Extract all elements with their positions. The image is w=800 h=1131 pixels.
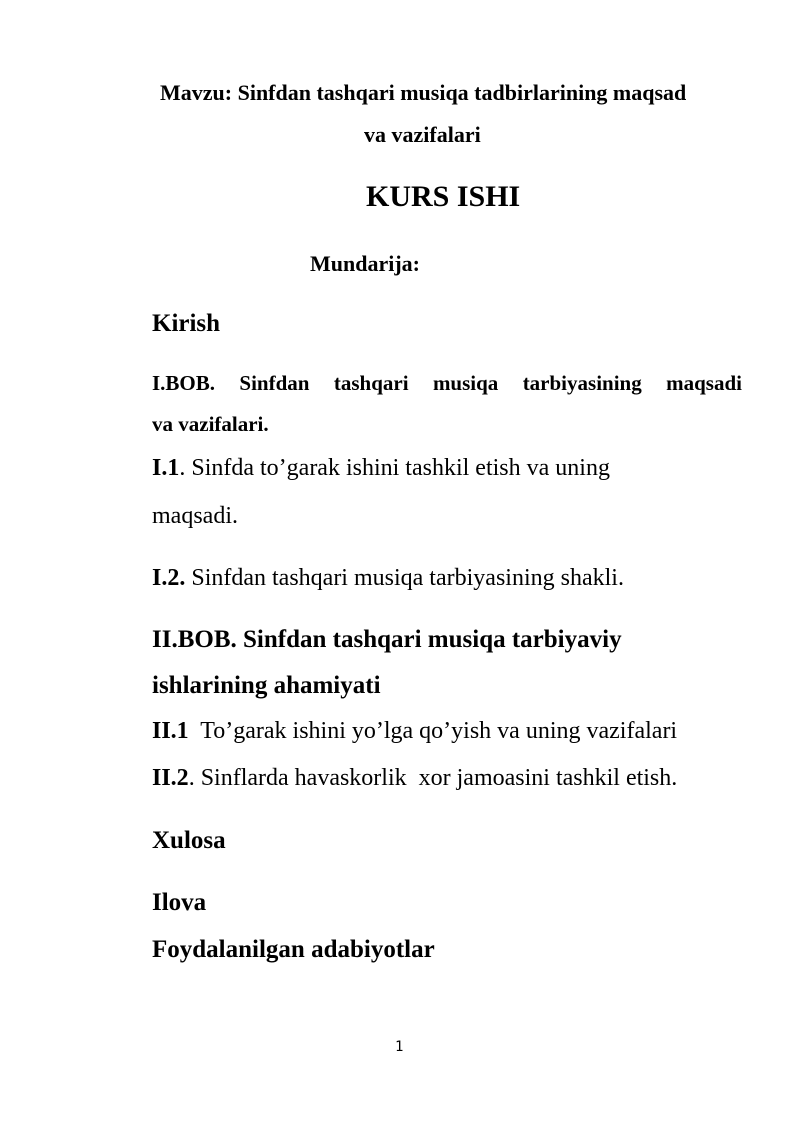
toc-section-1-1-line-2: maqsadi. xyxy=(152,503,238,529)
toc-intro: Kirish xyxy=(152,310,221,337)
toc-chapter-2-line-1: II.BOB. Sinfdan tashqari musiqa tarbiyaviy xyxy=(152,626,622,653)
topic-line-2: va vazifalari xyxy=(364,122,481,147)
toc-chapter-1-word: tashqari xyxy=(333,371,409,395)
toc-section-1-2-number: I.2. xyxy=(152,565,186,591)
topic-line-1: Mavzu: Sinfdan tashqari musiqa tadbirlarining maqsad xyxy=(160,80,687,105)
toc-chapter-1-word: I.BOB. xyxy=(152,371,216,395)
contents-heading: Mundarija: xyxy=(310,251,420,276)
toc-chapter-1-line-2: va vazifalari. xyxy=(152,412,269,436)
toc-section-2-1-number: II.1 xyxy=(152,718,189,744)
toc-chapter-1-word: maqsadi xyxy=(666,371,742,395)
toc-section-2-2-text: . Sinflarda havaskorlik xor jamoasini tashkil etish. xyxy=(188,765,678,791)
toc-section-1-1-line-1 xyxy=(152,456,610,480)
toc-conclusion: Xulosa xyxy=(152,827,226,854)
toc-section-2-2 xyxy=(152,766,677,790)
toc-section-1-2-text: Sinfdan tashqari musiqa tarbiyasining shakli. xyxy=(185,565,624,591)
toc-section-1-1-number: I.1 xyxy=(152,455,180,481)
page-number: 1 xyxy=(395,1039,404,1055)
toc-chapter-1-word: Sinfdan xyxy=(239,371,310,395)
toc-section-1-1-text: . Sinfda to’garak ishini tashkil etish va uning xyxy=(179,455,610,481)
toc-section-2-1-text: To’garak ishini yo’lga qo’yish va uning vazifalari xyxy=(188,718,678,744)
document-title: KURS ISHI xyxy=(366,180,521,213)
toc-chapter-1-word: tarbiyasining xyxy=(522,371,642,395)
toc-section-1-2 xyxy=(152,566,624,590)
toc-section-2-1 xyxy=(152,719,677,743)
toc-chapter-2-line-2: ishlarining ahamiyati xyxy=(152,672,381,699)
toc-chapter-1-word: musiqa xyxy=(432,371,499,395)
toc-references: Foydalanilgan adabiyotlar xyxy=(152,936,435,963)
toc-section-2-2-number: II.2 xyxy=(152,765,189,791)
toc-chapter-1-line-1 xyxy=(152,373,742,394)
toc-appendix: Ilova xyxy=(152,889,207,916)
